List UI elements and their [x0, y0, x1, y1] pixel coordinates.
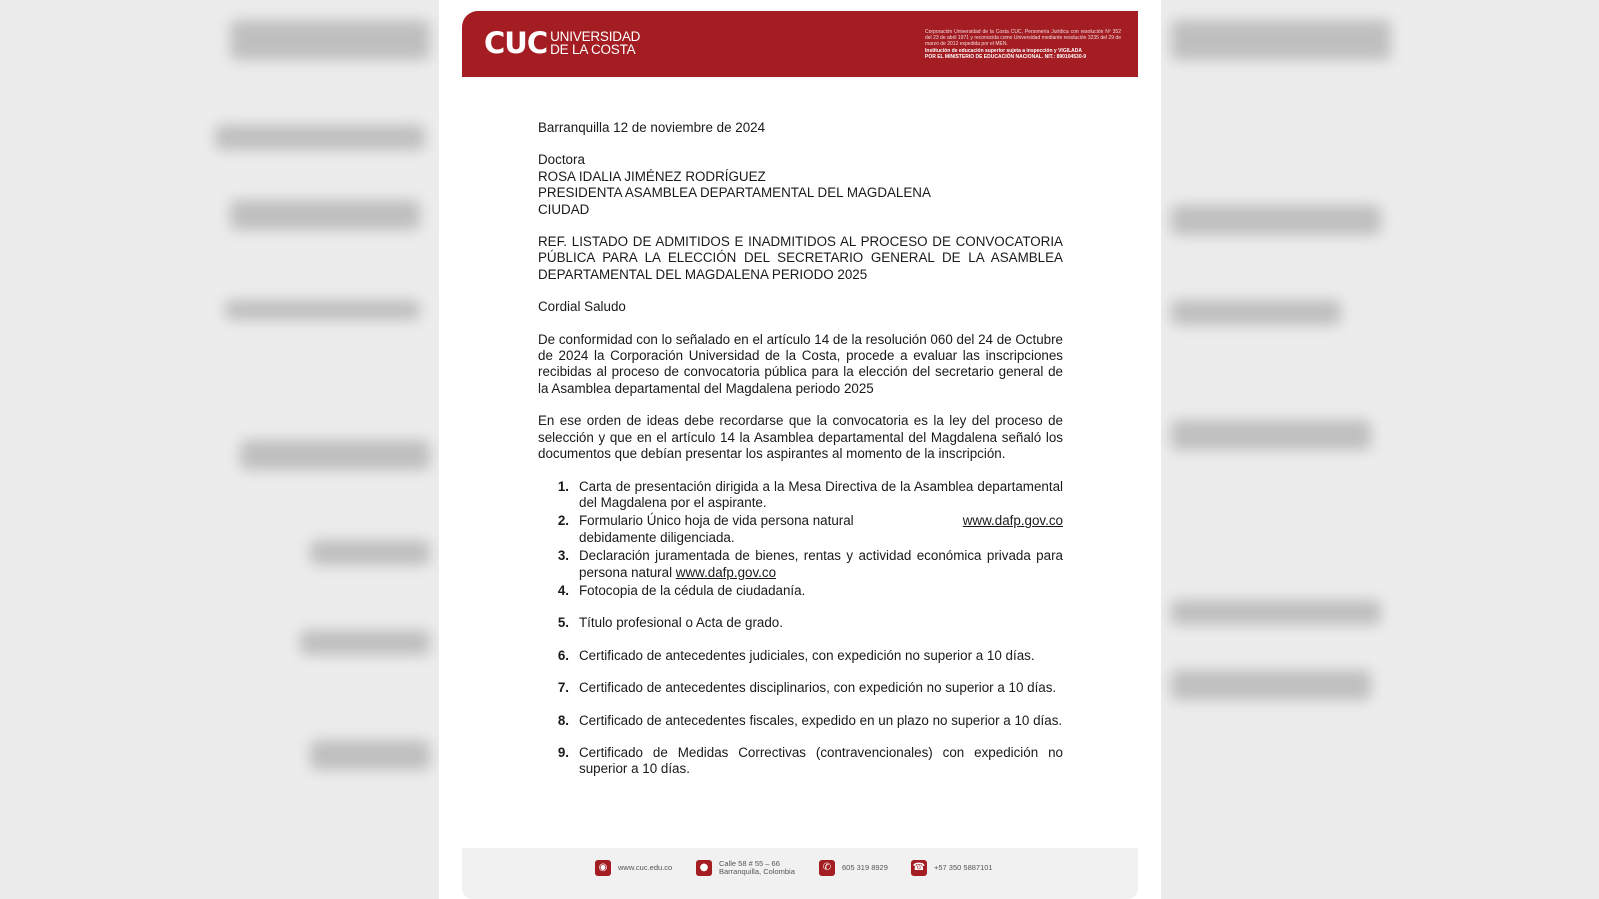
requirement-item	[538, 583, 1063, 599]
address-line-2: Barranquilla, Colombia	[719, 867, 795, 876]
logo-mark: CUC	[484, 26, 548, 60]
paragraph-1: De conformidad con lo señalado en el artículo 14 de la resolución 060 del 24 de Octubre de 2024 la Corporación Universidad de la Costa, procede a evaluar las inscripciones recibidas al proceso de convocatoria pública para la elección del secretario general de la Asamblea departamental del Magdalena periodo 2025	[538, 331, 1063, 396]
requirement-number: 3.	[557, 548, 569, 564]
recipient-title: Doctora	[538, 152, 585, 168]
letter-body	[538, 120, 1063, 778]
requirement-number: 5.	[557, 615, 569, 631]
logo-line-2: DE LA COSTA	[550, 42, 636, 57]
requirement-item	[538, 680, 1063, 696]
requirement-item	[538, 513, 1063, 546]
requirement-item	[538, 548, 1063, 581]
footer-phone[interactable]	[819, 860, 888, 876]
requirement-number: 6.	[557, 647, 569, 663]
requirement-text: Certificado de antecedentes judiciales, con expedición no superior a 10 días.	[579, 647, 1035, 663]
dafp-link[interactable]: www.dafp.gov.co	[962, 513, 1063, 529]
requirement-text: Certificado de Medidas Correctivas (contravencionales) con expedición no superior a 10 días.	[579, 744, 1063, 777]
university-logo	[484, 26, 640, 60]
requirement-text: Certificado de antecedentes disciplinarios, con expedición no superior a 10 días.	[579, 680, 1057, 696]
recipient-city: CIUDAD	[538, 201, 590, 217]
reference-line: REF. LISTADO DE ADMITIDOS E INADMITIDOS AL PROCESO DE CONVOCATORIA PÚBLICA PARA LA ELECCIÓN DEL SECRETARIO GENERAL DE LA ASAMBLEA DEPARTAMENTAL DEL MAGDALENA PERIODO 2025	[538, 234, 1063, 282]
requirements-list	[538, 479, 1063, 778]
footer-address	[696, 860, 795, 876]
address-line-1: Calle 58 # 55 – 66	[719, 859, 780, 868]
paragraph-2: En ese orden de ideas debe recordarse que la convocatoria es la ley del proceso de selección y que en el artículo 14 la Asamblea departamental del Magdalena señaló los documentos que debían presentar los aspirantes al momento de la inscripción.	[538, 413, 1063, 462]
greeting: Cordial Saludo	[538, 299, 626, 315]
document-page	[439, 0, 1161, 899]
phone-icon: ✆	[819, 860, 835, 876]
requirement-item	[538, 479, 1063, 512]
legal-bold-2: POR EL MINISTERIO DE EDUCACIÓN NACIONAL. NIT.: 890104530-9	[925, 53, 1087, 60]
phone-text: 605 319 8929	[842, 863, 888, 872]
blurred-background-left	[0, 0, 440, 899]
requirement-text-continued: debidamente diligenciada.	[579, 529, 735, 545]
footer-website[interactable]	[595, 860, 672, 876]
requirement-text: Declaración juramentada de bienes, rentas y actividad económica privada para persona natural	[579, 548, 1063, 580]
whatsapp-icon: ☎	[911, 860, 927, 876]
requirement-item	[538, 713, 1063, 729]
requirement-number: 9.	[557, 744, 569, 760]
website-text: www.cuc.edu.co	[618, 863, 673, 872]
legal-text: Corporación Universidad de la Costa CUC, Personería Jurídica con resolución Nº 352 del 23 de abril 1971 y reconocida como Universidad mediante resolución 3235 del 29 de marzo de 2012 expedida por el MEN.	[925, 29, 1121, 48]
requirement-text: Fotocopia de la cédula de ciudadanía.	[579, 582, 806, 598]
legal-notice	[925, 29, 1121, 60]
requirement-number: 2.	[557, 513, 569, 529]
blurred-background-right	[1161, 0, 1599, 899]
legal-bold-1: Institución de educación superior sujeta a inspección y VIGILADA	[925, 47, 1082, 54]
requirement-text: Formulario Único hoja de vida persona natural	[579, 513, 854, 529]
requirement-number: 1.	[557, 478, 569, 494]
date-line: Barranquilla 12 de noviembre de 2024	[538, 120, 766, 135]
recipient-position: PRESIDENTA ASAMBLEA DEPARTAMENTAL DEL MAGDALENA	[538, 185, 931, 201]
location-pin-icon: ●	[696, 860, 712, 876]
requirement-number: 8.	[557, 712, 569, 728]
dafp-link[interactable]: www.dafp.gov.co	[675, 564, 777, 580]
letter-footer	[462, 848, 1138, 899]
requirement-item	[538, 615, 1063, 631]
requirement-text: Título profesional o Acta de grado.	[579, 615, 783, 631]
footer-whatsapp[interactable]	[911, 860, 993, 876]
requirement-item	[538, 648, 1063, 664]
logo-text	[550, 30, 640, 56]
logo-line-1: UNIVERSIDAD	[550, 29, 641, 44]
recipient-name: ROSA IDALIA JIMÉNEZ RODRÍGUEZ	[538, 168, 766, 184]
requirement-number: 4.	[557, 582, 569, 598]
whatsapp-text: +57 350 5887101	[934, 863, 993, 872]
requirement-item	[538, 745, 1063, 778]
requirement-number: 7.	[557, 680, 569, 696]
letterhead	[462, 11, 1138, 77]
requirement-text: Certificado de antecedentes fiscales, expedido en un plazo no superior a 10 días.	[579, 712, 1063, 728]
globe-icon: ◉	[595, 860, 611, 876]
requirement-text: Carta de presentación dirigida a la Mesa Directiva de la Asamblea departamental del Magdalena por el aspirante.	[579, 478, 1063, 510]
